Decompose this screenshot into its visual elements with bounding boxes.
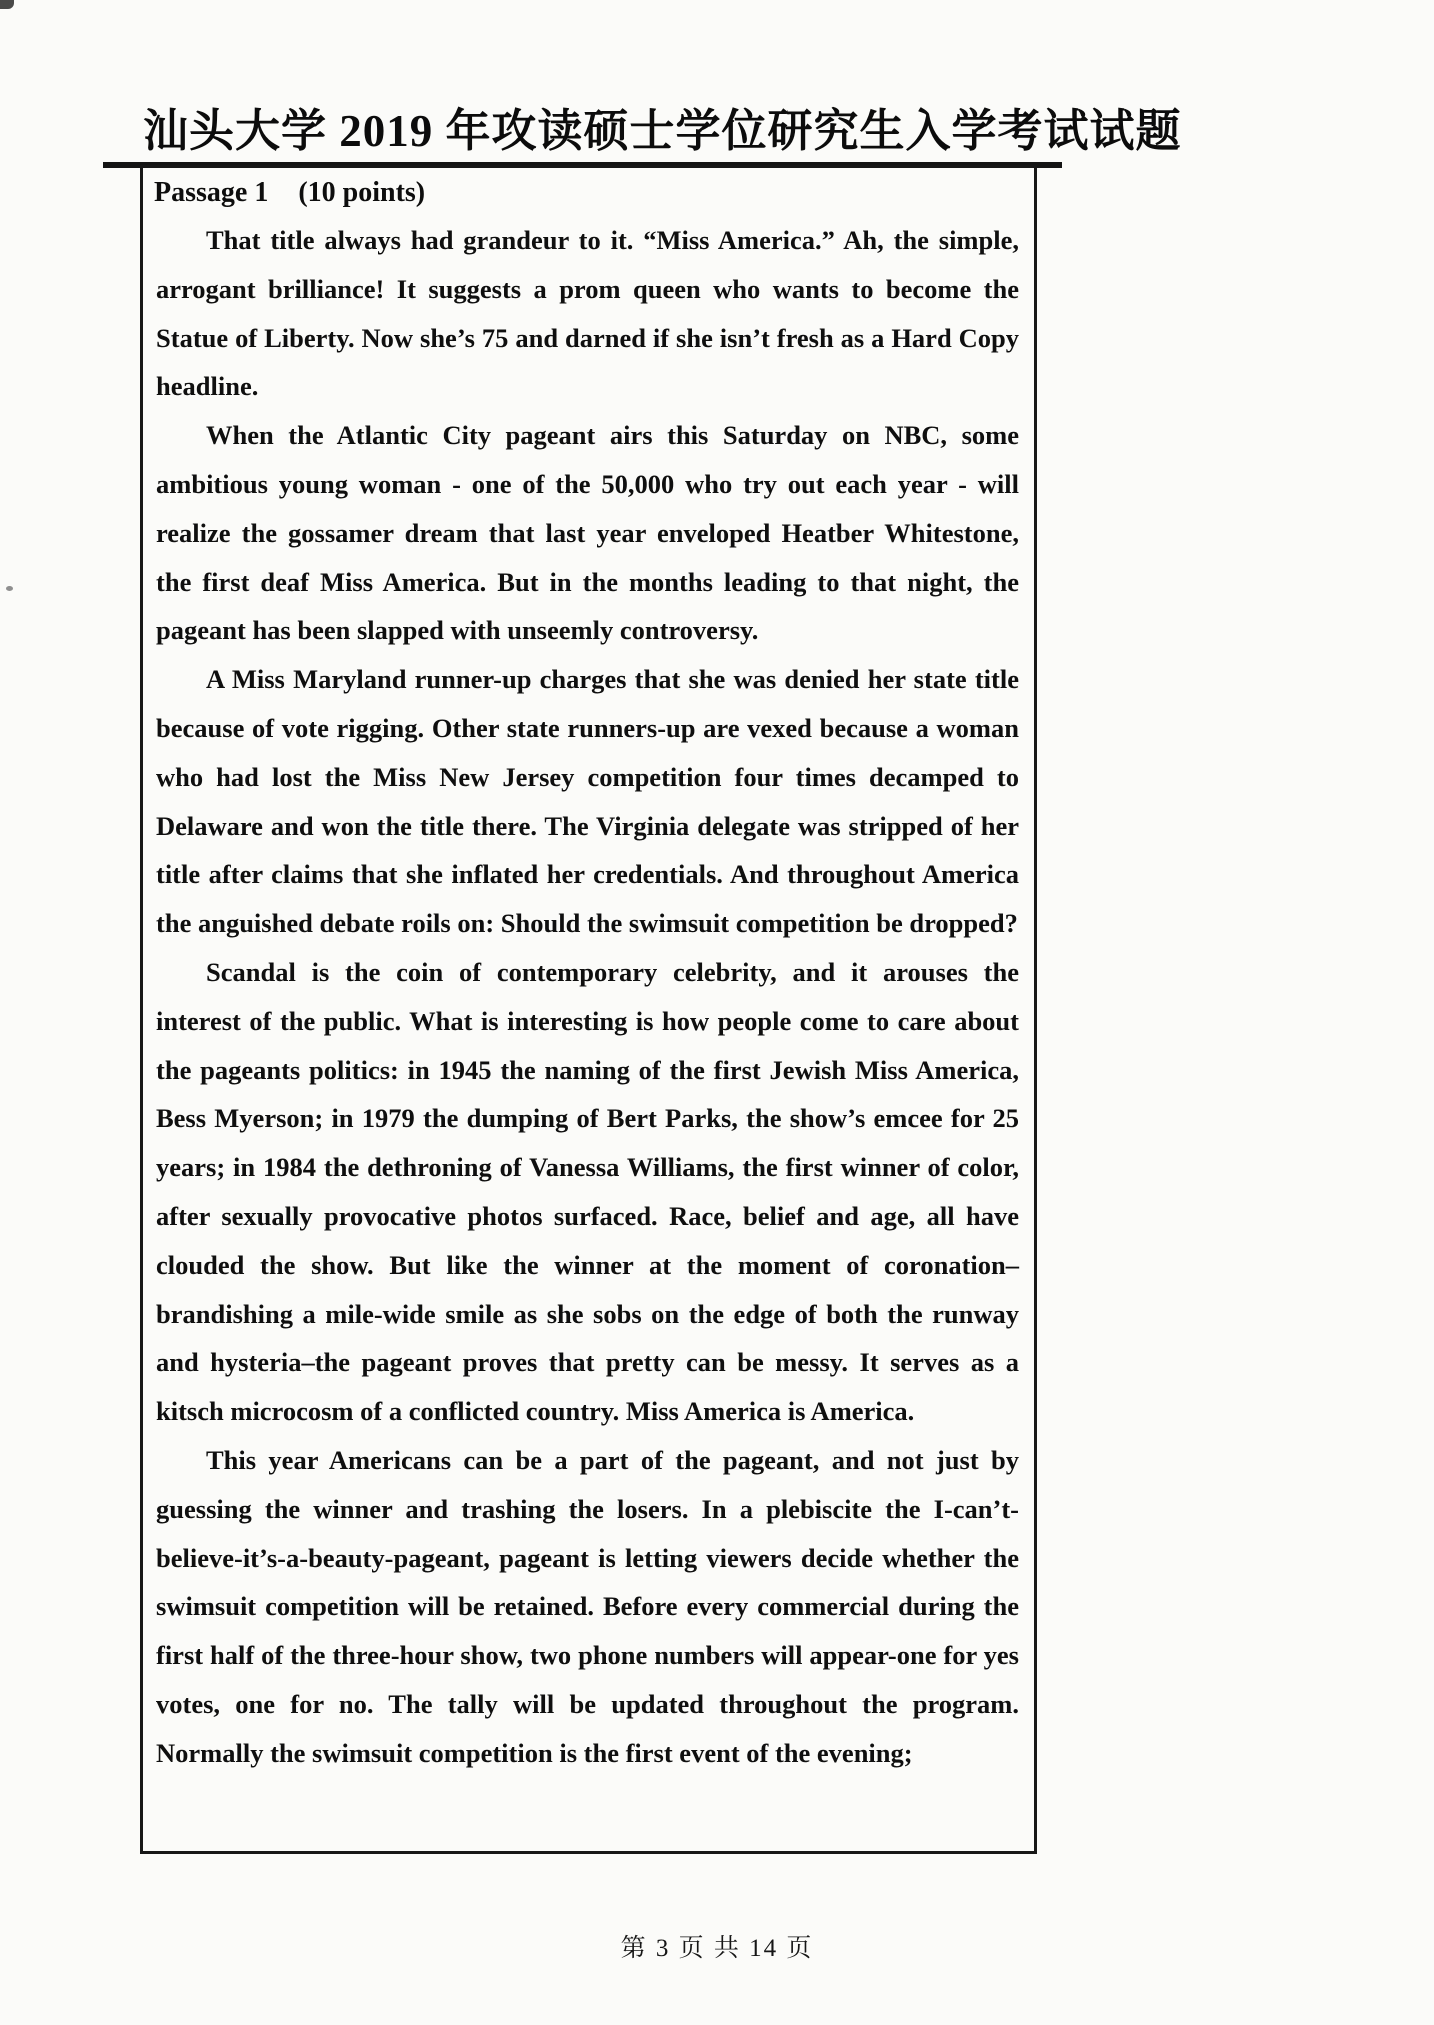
scan-corner-artifact — [0, 0, 14, 9]
page-number-footer: 第 3 页 共 14 页 — [620, 1935, 814, 1962]
page-title: 汕头大学 2019 年攻读硕士学位研究生入学考试试题 — [143, 106, 1182, 156]
passage-paragraph: This year Americans can be a part of the pageant, and not just by guessing the winner and trashing the losers. In a plebiscite the I-can’t-believe-it’s-a-beauty-pageant, pageant is letting viewers decide whether the swimsuit competition will be retained. Before every commercial during the first half of the three-hour show, two phone numbers will appear-one for yes votes, one for no. The tally will be updated throughout the program. Normally the swimsuit competition is the first event of the evening; — [156, 1444, 1019, 1768]
passage-paragraph: When the Atlantic City pageant airs this Saturday on NBC, some ambitious young woman - one of the 50,000 who try out each year - will realize the gossamer dream that last year enveloped Heatber Whitestone, the first deaf Miss America. But in the months leading to that night, the pageant has been slapped with unseemly controversy. — [156, 420, 1019, 646]
scan-margin-dot — [6, 586, 13, 591]
passage-points: (10 points) — [298, 177, 426, 208]
passage-frame — [140, 165, 1037, 1854]
passage-body — [156, 216, 1019, 1778]
passage-label: Passage 1 — [154, 177, 269, 208]
passage-paragraph: That title always had grandeur to it. “Miss America.” Ah, the simple, arrogant brilliance! It suggests a prom queen who wants to become the Statue of Liberty. Now she’s 75 and darned if she isn’t fresh as a Hard Copy headline. — [156, 225, 1019, 402]
passage-heading — [154, 177, 1034, 209]
passage-paragraph: A Miss Maryland runner-up charges that she was denied her state title because of vote rigging. Other state runners-up are vexed because a woman who had lost the Miss New Jersey competition four times decamped to Delaware and won the title there. The Virginia delegate was stripped of her title after claims that she inflated her credentials. And throughout America the anguished debate roils on: Should the swimsuit competition be dropped? — [156, 664, 1019, 939]
passage-paragraph: Scandal is the coin of contemporary celebrity, and it arouses the interest of the public. What is interesting is how people come to care about the pageants politics: in 1945 the naming of the first Jewish Miss America, Bess Myerson; in 1979 the dumping of Bert Parks, the show’s emcee for 25 years; in 1984 the dethroning of Vanessa Williams, the first winner of color, after sexually provocative photos surfaced. Race, belief and age, all have clouded the show. But like the winner at the moment of coronation–brandishing a mile-wide smile as she sobs on the edge of both the runway and hysteria–the pageant proves that pretty can be messy. It serves as a kitsch microcosm of a conflicted country. Miss America is America. — [156, 956, 1019, 1427]
